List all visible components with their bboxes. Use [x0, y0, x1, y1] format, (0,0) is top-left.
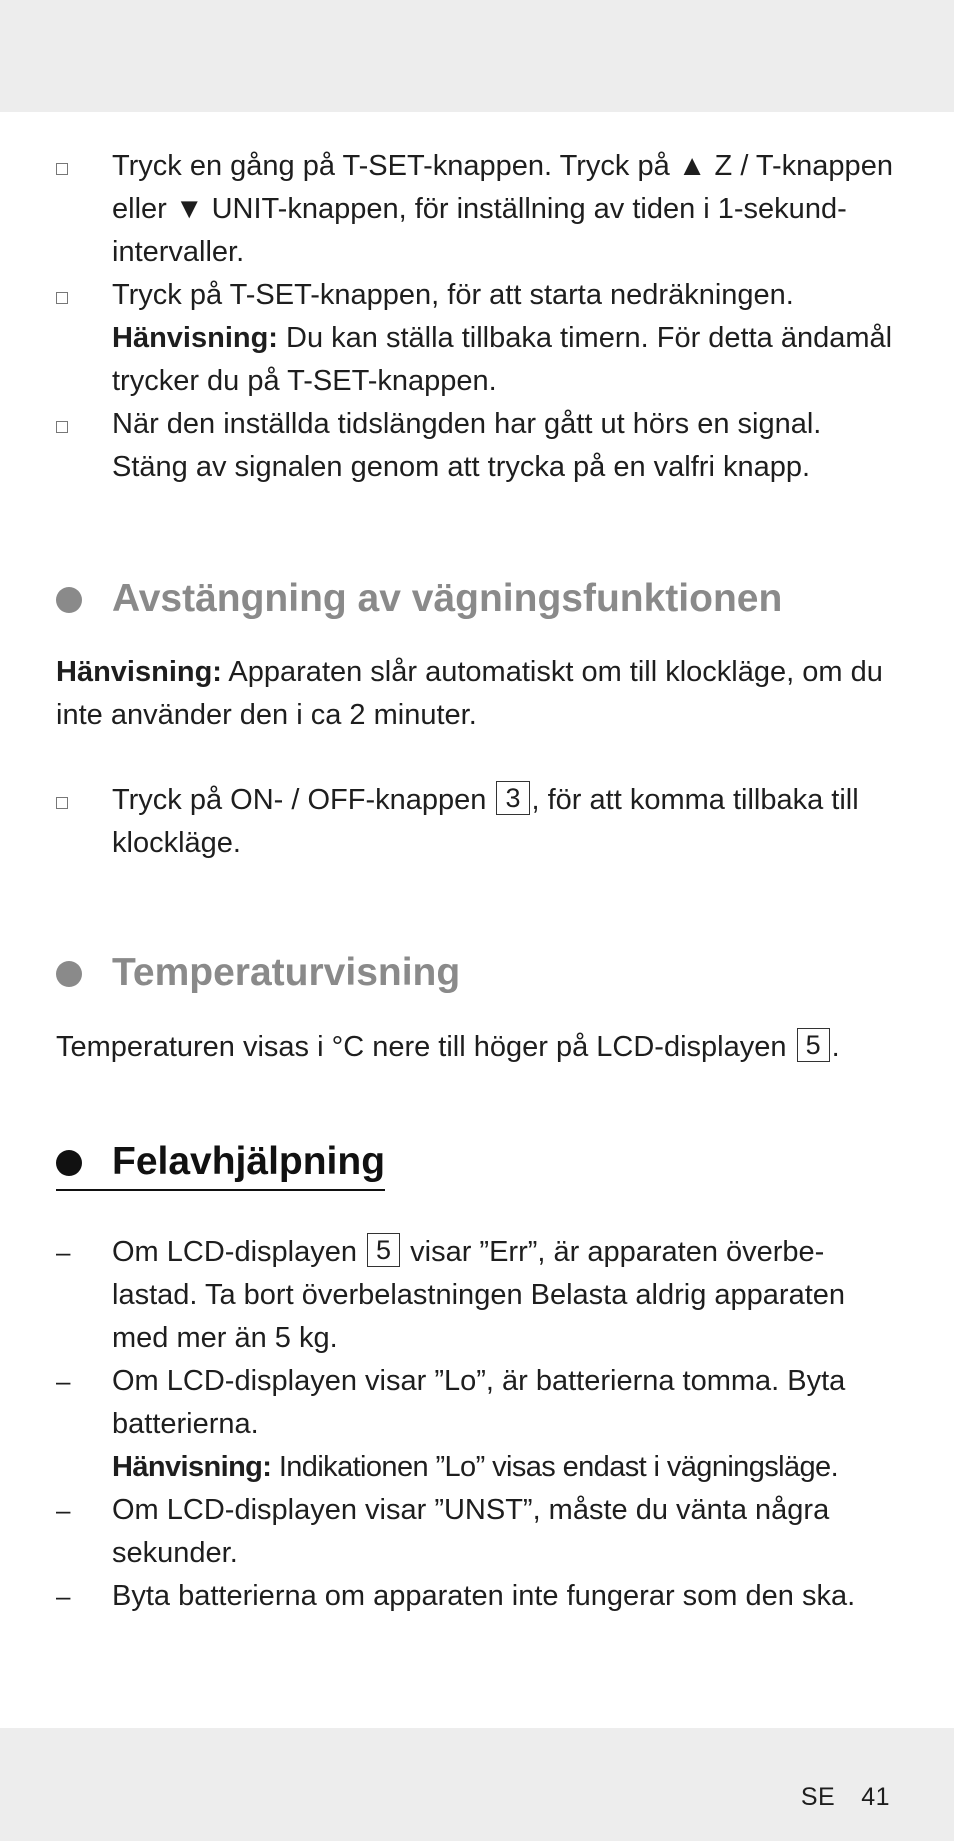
item-text: Om LCD-displayen [112, 1236, 366, 1268]
checkbox-square-icon [56, 163, 68, 175]
step-text: Tryck på T-SET-knappen, för att starta nedräkningen. [112, 279, 794, 311]
dash-marker: – [56, 1366, 71, 1396]
dash-marker: – [56, 1581, 71, 1611]
note [56, 651, 904, 737]
list-item [56, 1575, 904, 1618]
language-code: SE [800, 1783, 836, 1811]
note-label: Hänvisning: [56, 656, 222, 688]
step-text: , för att komma tillbaka till klockläge. [112, 784, 859, 859]
dash-marker: – [56, 1237, 71, 1267]
section-heading: Temperaturvisning [56, 948, 904, 998]
checkbox-square-icon [56, 421, 68, 433]
part-reference: 3 [496, 781, 529, 815]
page-footer [0, 1728, 954, 1841]
note-text: Apparaten slår automatiskt om till klockläge, om du inte använder den i ca 2 minuter. [56, 656, 883, 731]
step-text: Tryck en gång på T-SET-knappen. Tryck på ▲ Z / T-knappen eller ▼ UNIT-knappen, för inställning av tiden i 1-sekund-intervaller. [112, 150, 893, 268]
body-text: Temperaturen visas i °C nere till höger på LCD-displayen [56, 1031, 795, 1063]
list-item [56, 274, 904, 403]
checkbox-square-icon [56, 292, 68, 304]
list-item [56, 1231, 904, 1360]
note-label: Hänvisning: [112, 1451, 272, 1483]
item-text: Om LCD-displayen visar ”UNST”, måste du vänta några sekunder. [112, 1494, 830, 1569]
dash-marker: – [56, 1495, 71, 1525]
page-content: Tryck en gång på T-SET-knappen. Tryck på ▲ Z / T-knappen eller ▼ UNIT-knappen, för inställning av tiden i 1-sekund-intervaller. Tryck på T-SET-knappen, för att starta nedräkningen. Hänvisning: Du kan ställa tillbaka timern. För detta ändamål trycker du på T-SET-knappen. När den inställda tidslängden har gått ut hörs en signal. Stäng av signalen genom att trycka på en valfri knapp. Avstängning av vägningsfunktionen Hänvisning: Apparaten slår automatiskt om till klockläge, om du inte använder den i ca 2 minuter. Tryck på ON- / OFF-knappen 3 , för att komma tillbaka till klockläge. Temperaturvisning Temperaturen visas i °C nere till höger på LCD-displayen 5 . Felavhjälpning – Om LCD-displayen 5 visar ”Err”, är apparaten överbe-lastad. Ta bort överbelastningen Belasta aldrig apparaten med mer än 5 kg. – Om LCD-displayen visar ”Lo”, är batterierna tomma. Byta batterierna. Hänvisning: Indikationen ”Lo” visas endast i vägningsläge. – Om LCD-displayen visar ”UNST”, måste du vänta några sekunder. – Byta batterierna om apparaten inte fungerar som den ska. [56, 145, 904, 1618]
step-text: När den inställda tidslängden har gått ut hörs en signal. Stäng av signalen genom att trycka på en valfri knapp. [112, 408, 822, 483]
note [112, 317, 904, 403]
note-text: Indikationen ”Lo” visas endast i vägningsläge. [271, 1451, 839, 1483]
item-text: Om LCD-displayen visar ”Lo”, är batterierna tomma. Byta batterierna. [112, 1365, 846, 1440]
note-text: Du kan ställa tillbaka timern. För detta ändamål trycker du på T-SET-knappen. [112, 322, 893, 397]
item-text: Byta batterierna om apparaten inte fungerar som den ska. [112, 1580, 856, 1612]
list-item [56, 403, 904, 489]
list-item [56, 1360, 904, 1489]
page-number: 41 [861, 1783, 890, 1811]
part-reference: 5 [367, 1233, 400, 1267]
list-item [56, 1489, 904, 1575]
bullet-dot-icon [56, 1150, 82, 1176]
section-heading: Avstängning av vägningsfunktionen [56, 574, 904, 624]
top-band [0, 0, 954, 112]
section-heading-main: Felavhjälpning [56, 1137, 385, 1191]
checkbox-square-icon [56, 797, 68, 809]
part-reference: 5 [797, 1028, 830, 1062]
bullet-dot-icon [56, 587, 82, 613]
item-text: visar ”Err”, är apparaten överbe-lastad. Ta bort överbelastningen Belasta aldrig apparaten med mer än 5 kg. [112, 1236, 846, 1354]
bullet-dot-icon [56, 961, 82, 987]
list-item [56, 145, 904, 274]
note [112, 1446, 904, 1489]
note-label: Hänvisning: [112, 322, 278, 354]
step-text: Tryck på ON- / OFF-knappen [112, 784, 495, 816]
list-item [56, 779, 904, 865]
